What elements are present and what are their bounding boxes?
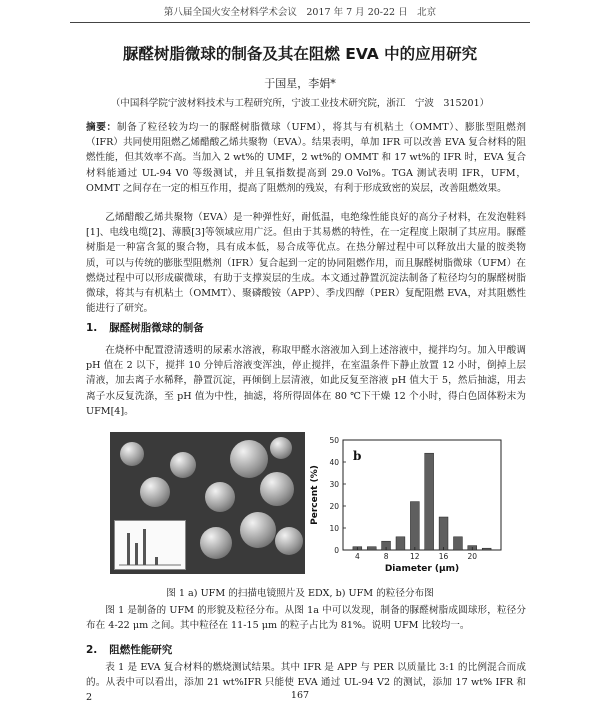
y-tick-label: 50 (329, 436, 339, 445)
x-tick-label: 12 (410, 552, 420, 561)
x-axis-label: Diameter (μm) (384, 564, 460, 574)
intro-paragraph: 乙烯醋酸乙烯共聚物（EVA）是一种弹性好，耐低温，电绝缘性能良好的高分子材料，在发泡鞋料[1]、电线电缆[2]、薄膜[3]等领域应用广泛。但由于其易燃的特性，在一定程度上限制了其应用。脲醛树脂是一种富含氮的聚合物，具有成本低，易合成等优点。在热分解过程中可以释放出大量的胺类物质，可以与传统的膨胀型阻燃剂（IFR）复合起到一定的协同阻燃作用，而且脲醛树脂微球（UFM）在燃烧过程中可以形成碳微球，有助于支撑炭层的生成。本文通过静置沉淀法制备了粒径均匀的脲醛树脂微球，将其与有机粘土（OMMT）、聚磷酸铵（APP）、季戊四醇（PER）复配阻燃 EVA，对其阻燃性能进行了研究。 (86, 212, 526, 315)
chart-bar (396, 537, 405, 550)
paper-title: 脲醛树脂微球的制备及其在阻燃 EVA 中的应用研究 (122, 45, 478, 63)
y-tick-label: 20 (329, 502, 339, 511)
y-tick-label: 10 (329, 524, 339, 533)
abstract (86, 120, 526, 196)
figure-1-description: 图 1 是制备的 UFM 的形貌及粒径分布。从图 1a 中可以发现，制备的脲醛树脂成圆球形，粒径分布在 4-22 μm 之间。其中粒径在 11-15 μm 的粒子占比为 81%。说明 UFM 比较均一。 (86, 605, 526, 632)
x-tick-label: 16 (438, 552, 449, 561)
figure-caption: 图 1 a) UFM 的扫描电镜照片及 EDX, b) UFM 的粒径分布图 (166, 588, 434, 599)
figure-1 (110, 432, 510, 574)
sem-image (110, 432, 305, 574)
section-2-title: 阻燃性能研究 (109, 644, 173, 656)
panel-label-b: b (353, 449, 362, 463)
section-1-heading (86, 320, 204, 335)
section-1-title: 脲醛树脂微球的制备 (109, 322, 204, 334)
section-2-number: 2. (86, 644, 98, 656)
particle-size-chart (305, 432, 510, 574)
chart-bar (454, 537, 463, 550)
affiliation: （中国科学院宁波材料技术与工程研究所，宁波工业技术研究院，浙江 宁波 315201） (110, 98, 490, 109)
chart-bar (410, 502, 419, 550)
abstract-label: 摘要： (86, 122, 117, 133)
running-header: 第八届全国火安全材料学术会议 2017 年 7 月 20-22 日 北京 (70, 6, 530, 23)
section-1-number: 1. (86, 322, 98, 334)
y-axis-label: Percent (%) (310, 465, 320, 525)
chart-bar (482, 548, 491, 550)
y-tick-label: 0 (334, 546, 339, 555)
chart-bar (425, 453, 434, 550)
authors: 于国星，李娟* (264, 77, 336, 90)
page-number: 167 (290, 690, 310, 701)
abstract-text: 制备了粒径较为均一的脲醛树脂微球（UFM），将其与有机粘土（OMMT）、膨胀型阻燃剂（IFR）共同使用阻燃乙烯醋酸乙烯共聚物（EVA）。结果表明，单加 IFR 可以改善 EVA 复合材料的阻燃性能，但其效率不高。当加入 2 wt%的 UMF，2 wt%的 OMMT 和 17 wt%的 IFR 时，EVA 复合材料能通过 UL-94 V0 等级测试，并且氧指数提高到 29.0 Vol%。TGA 测试表明 IFR，UFM，OMMT 之间存在一定的相互作用，提高了阻燃剂的残炭，有利于形成致密的炭层，改善阻燃效果。 (86, 122, 527, 194)
x-tick-label: 4 (354, 552, 360, 561)
section-2-paragraph: 表 1 是 EVA 复合材料的燃烧测试结果。其中 IFR 是 APP 与 PER 以质量比 3:1 的比例混合而成的。从表中可以看出，添加 21 wt%IFR 只能使 EVA 通过 UL-94 V2 的测试，添加 17 wt% IFR 和 2 (86, 662, 526, 704)
y-tick-label: 40 (329, 458, 339, 467)
section-2-heading (86, 642, 172, 657)
section-1-paragraph: 在烧杯中配置澄清透明的尿素水溶液，称取甲醛水溶液加入到上述溶液中，搅拌均匀。加入甲酸调 pH 值在 2 以下，搅拌 10 分钟后溶液变浑浊，停止搅拌，在室温条件下静止放置 12 小时，倒掉上层清液，加去离子水稀释，静置沉淀，再倾倒上层清液，如此反复至溶液 pH 值大于 5，然后抽滤，用去离子水反复洗涤，至 pH 值为中性，抽滤，将所得固体在 80 ℃下干燥 12 个小时，得白色固体粉末为 UFM[4]。 (86, 345, 526, 417)
y-tick-label: 30 (329, 480, 339, 489)
chart-bar (439, 517, 448, 550)
chart-bar (367, 547, 376, 550)
x-tick-label: 20 (467, 552, 478, 561)
x-tick-label: 8 (383, 552, 389, 561)
eds-inset (114, 520, 186, 570)
plot-frame (343, 440, 501, 550)
